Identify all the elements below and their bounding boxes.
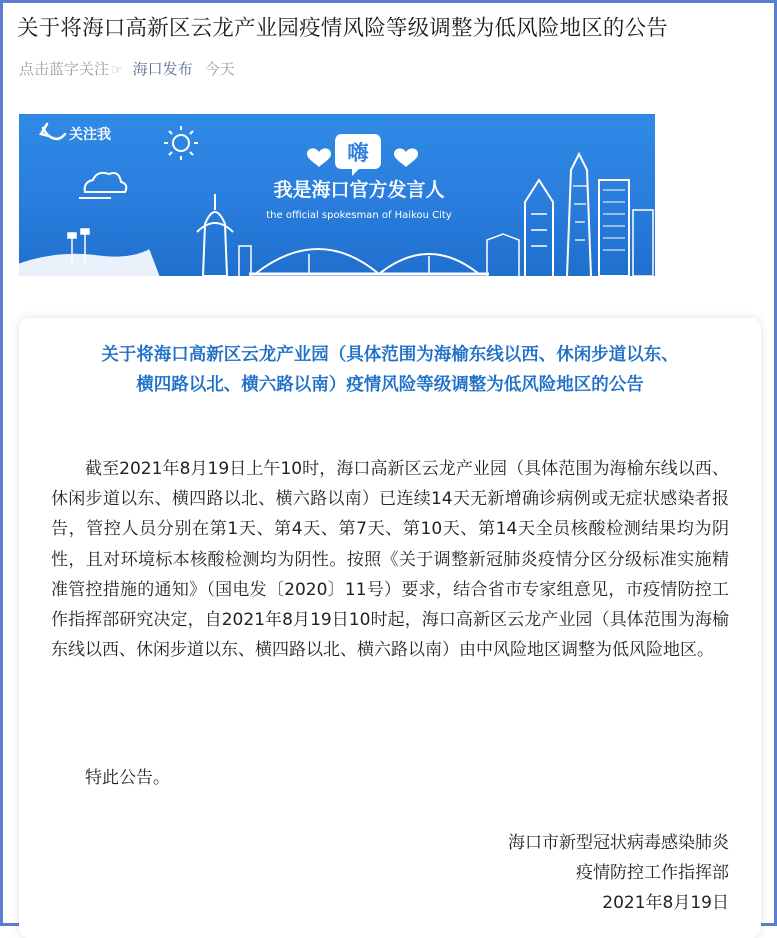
sign-date: 2021年8月19日: [602, 893, 729, 913]
pointing-hand-icon: ☞: [111, 63, 123, 78]
signer-line: 海口市新型冠状病毒感染肺炎: [508, 833, 729, 853]
article-meta: [19, 58, 235, 79]
sun-icon: [164, 126, 198, 160]
header-banner-image: [19, 114, 655, 276]
notice-card: [19, 318, 761, 938]
account-name-link[interactable]: 海口发布: [132, 60, 193, 78]
notice-closing: 特此公告。: [85, 768, 170, 788]
banner-follow-label: 关注我: [69, 127, 111, 143]
notice-title: [39, 340, 741, 400]
cloud-icon: [79, 173, 126, 198]
heart-icon: [307, 148, 331, 167]
notice-title-line: 关于将海口高新区云龙产业园（具体范围为海榆东线以西、休闲步道以东、: [101, 345, 679, 365]
notice-title-line: 横四路以北、横六路以南）疫情风险等级调整为低风险地区的公告: [136, 375, 644, 395]
publish-time: 今天: [204, 60, 235, 78]
heart-icon: [394, 148, 418, 167]
banner-slogan-en: the official spokesman of Haikou City: [266, 210, 452, 221]
banner-slogan-cn: 我是海口官方发言人: [273, 179, 445, 201]
follow-prompt[interactable]: 点击蓝字关注: [19, 60, 110, 78]
follow-arrow-icon: [41, 124, 65, 139]
article-title: 关于将海口高新区云龙产业园疫情风险等级调整为低风险地区的公告: [17, 16, 669, 41]
signer-line: 疫情防控工作指挥部: [576, 863, 729, 883]
banner-hi-char: 嗨: [347, 141, 369, 165]
notice-body: 截至2021年8月19日上午10时，海口高新区云龙产业园（具体范围为海榆东线以西、休闲步道以东、横四路以北、横六路以南）已连续14天无新增确诊病例或无症状感染者报告，管控人员分别在第1天、第4天、第7天、第10天、第14天全员核酸检测结果均为阴性，且对环境标本核酸检测均为阴性。按照《关于调整新冠肺炎疫情分区分级标准实施精准管控措施的通知》（国电发〔2020〕11号）要求，结合省市专家组意见，市疫情防控工作指挥部研究决定，自2021年8月19日10时起，海口高新区云龙产业园（具体范围为海榆东线以西、休闲步道以东、横四路以北、横六路以南）由中风险地区调整为低风险地区。: [51, 459, 729, 661]
